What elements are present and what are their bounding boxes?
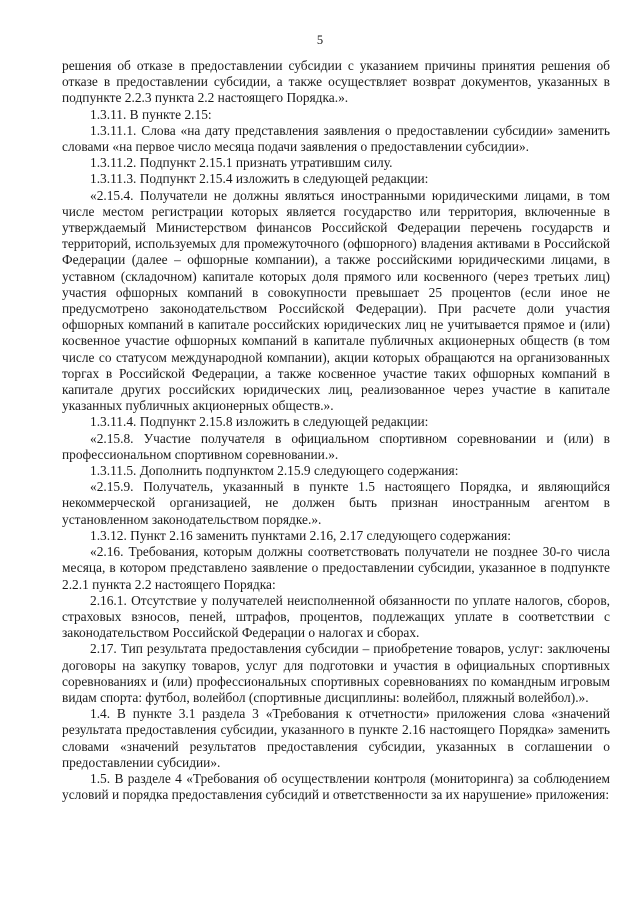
paragraph-1-3-11-5: 1.3.11.5. Дополнить подпунктом 2.15.9 следующего содержания: (90, 463, 459, 479)
paragraph-1-3-12: 1.3.12. Пункт 2.16 заменить пунктами 2.16, 2.17 следующего содержания: (90, 527, 511, 543)
paragraph-2-16: «2.16. Требования, которым должны соответствовать получатели не позднее 30-го числа месяца, в котором представлено заявление о предоставлении субсидии, указанное в подпункте 2.2.1 пункта 2.2 настоящего Порядка: (62, 544, 610, 592)
paragraph-2-15-4: «2.15.4. Получатели не должны являться иностранными юридическими лицами, в том числе местом регистрации которых является государство или территория, включенные в утверждаемый Министерством финансов Российской Федерации перечень государств и территорий, используемых для промежуточного (офшорного) владения активами в Российской Федерации (далее – офшорные компании), а также российскими юридическими лицами, в уставном (складочном) капитале которых доля прямого или косвенного (через третьих лиц) участия офшорных компаний в совокупности превышает 25 процентов (если иное не предусмотрено законодательством Российской Федерации). При расчете доли участия офшорных компаний в капитале российских юридических лиц не учитывается прямое и (или) косвенное участие офшорных компаний в капитале публичных акционерных обществ (в том числе со статусом международной компании), акции которых обращаются на организованных торгах в Российской Федерации, а также косвенное участие таких офшорных компаний в капитале других российских юридических лиц, реализованное через участие в капитале указанных публичных акционерных обществ.». (62, 187, 610, 414)
paragraph-1-3-11-3: 1.3.11.3. Подпункт 2.15.4 изложить в следующей редакции: (90, 171, 429, 187)
page-number: 5 (316, 33, 324, 47)
paragraph-1-3-11-2: 1.3.11.2. Подпункт 2.15.1 признать утратившим силу. (90, 155, 393, 171)
paragraph-continuation: решения об отказе в предоставлении субсидии с указанием причины принятия решения об отказе в предоставлении субсидии, а также осуществляет возврат документов, указанных в подпункте 2.2.3 пункта 2.2 настоящего Порядка.». (62, 58, 610, 106)
paragraph-2-17: 2.17. Тип результата предоставления субсидии – приобретение товаров, услуг: заключены договоры на закупку товаров, услуг для подготовки и участия в официальных спортивных соревнованиях и (или) профессиональных спортивных соревнованиях по командным игровым видам спорта: футбол, волейбол (спортивные дисциплины: волейбол, пляжный волейбол).». (62, 641, 610, 705)
paragraph-1-3-11: 1.3.11. В пункте 2.15: (90, 106, 212, 122)
paragraph-2-16-1: 2.16.1. Отсутствие у получателей неисполненной обязанности по уплате налогов, сборов, страховых взносов, пеней, штрафов, процентов, подлежащих уплате в соответствии с законодательством Российской Федерации о налогах и сборах. (62, 592, 610, 641)
paragraph-1-5: 1.5. В разделе 4 «Требования об осуществлении контроля (мониторинга) за соблюдением условий и порядка предоставления субсидий и ответственности за их нарушение» приложения: (62, 770, 610, 803)
paragraph-1-3-11-1: 1.3.11.1. Слова «на дату представления заявления о предоставлении субсидии» заменить словами «на первое число месяца подачи заявления о предоставлении субсидии». (62, 122, 610, 155)
paragraph-1-3-11-4: 1.3.11.4. Подпункт 2.15.8 изложить в следующей редакции: (90, 414, 429, 430)
document-body (62, 58, 610, 803)
paragraph-1-4: 1.4. В пункте 3.1 раздела 3 «Требования к отчетности» приложения слова «значений результата предоставления субсидии, указанного в пункте 2.16 настоящего Порядка» заменить словами «значений результатов предоставления субсидии, указанных в соглашении о предоставлении субсидии». (62, 706, 610, 770)
paragraph-2-15-9: «2.15.9. Получатель, указанный в пункте 1.5 настоящего Порядка, и являющийся некоммерческой организацией, не должен быть признан иностранным агентом в установленном законодательством порядке.». (62, 479, 610, 527)
paragraph-2-15-8: «2.15.8. Участие получателя в официальном спортивном соревновании и (или) в профессиональном спортивном соревновании.». (62, 430, 610, 462)
